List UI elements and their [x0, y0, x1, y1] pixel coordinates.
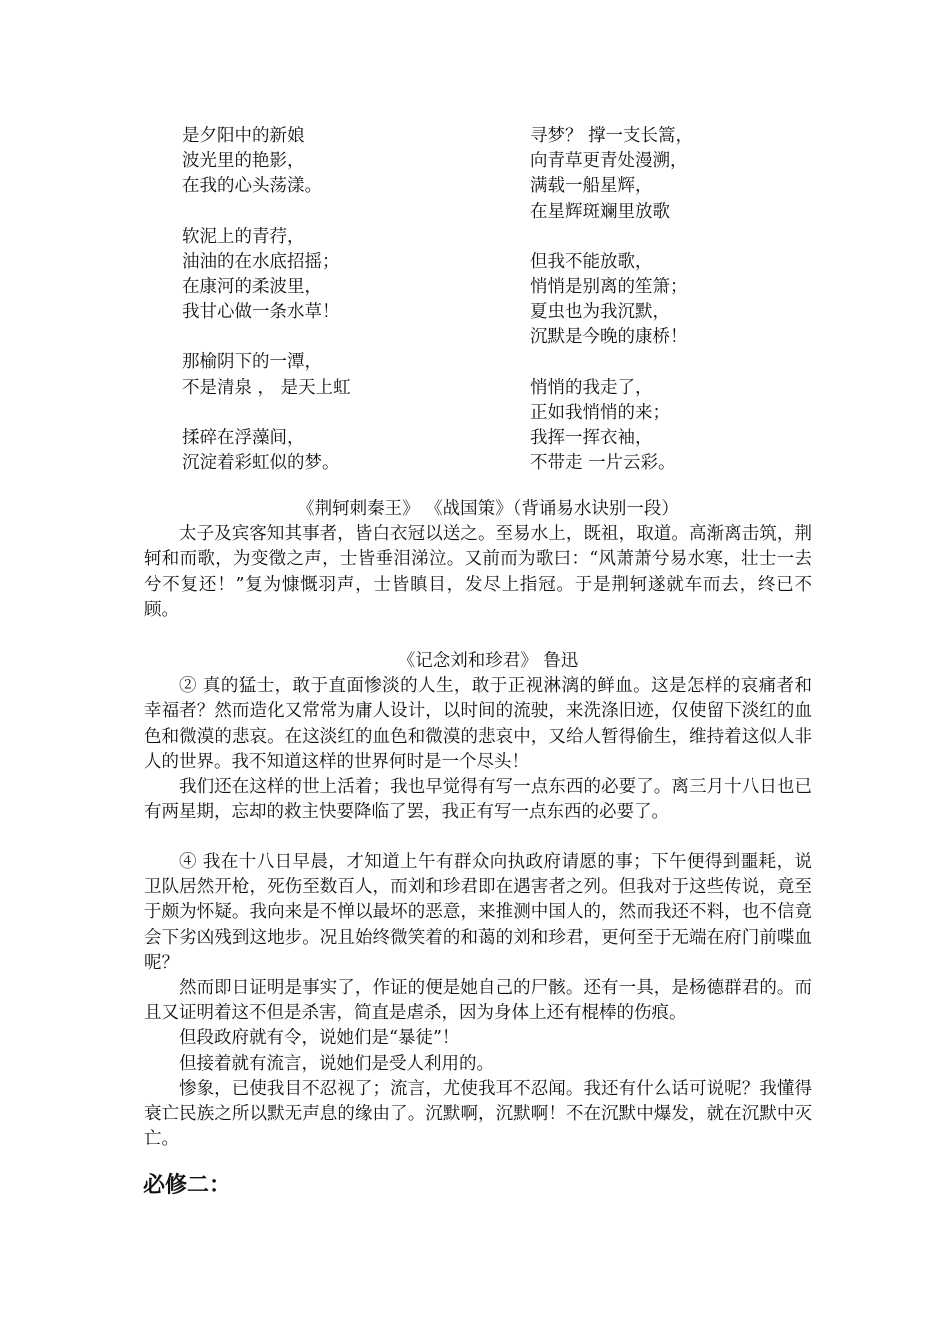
poem-line: 在康河的柔波里，: [182, 277, 322, 298]
paragraph: 我们还在这样的世上活着；我也早觉得有写一点东西的必要了。离三月十八日也已有两星期，忘却的救主快要降临了罢，我正有写一点东西的必要了。: [144, 777, 812, 823]
poem-line: 悄悄是别离的笙箫；: [530, 277, 688, 298]
poem-line: 揉碎在浮藻间，: [182, 427, 305, 448]
poem-line: 但我不能放歌，: [530, 251, 653, 272]
paragraph: 然而即日证明是事实了，作证的便是她自己的尸骸。还有一具，是杨德群君的。而且又证明着这不但是杀害，简直是虐杀，因为身体上还有棍棒的伤痕。: [144, 978, 812, 1024]
poem-stanza: [530, 124, 860, 225]
poem-left-column: [182, 124, 512, 501]
poem-line: 油油的在水底招摇；: [182, 251, 340, 272]
poem-stanza: [182, 124, 512, 200]
poem-line: 夏虫也为我沉默，: [530, 302, 670, 323]
poem-stanza: [182, 225, 512, 326]
paragraph: 但接着就有流言，说她们是受人利用的。: [179, 1053, 494, 1074]
poem-line: 是夕阳中的新娘: [182, 126, 305, 146]
poem-stanza: [530, 376, 860, 477]
paragraph: 太子及宾客知其事者，皆白衣冠以送之。至易水上，既祖，取道。高渐离击筑，荆轲和而歌，为变徵之声，士皆垂泪涕泣。又前而为歌曰：“风萧萧兮易水寒，壮士一去兮不复还！”复为慷慨羽声，士皆瞋目，发尽上指冠。于是荆轲遂就车而去，终已不顾。: [144, 524, 812, 620]
section-heading: 必修二：: [143, 1173, 232, 1198]
poem-line: 我挥一挥衣袖，: [530, 428, 653, 449]
poem-line: 向青草更青处漫溯，: [530, 151, 688, 172]
poem-right-column: [530, 124, 860, 501]
poem-line: 寻梦？ 撑一支长篙，: [530, 126, 694, 146]
poem-line: 那榆阴下的一潭，: [182, 352, 322, 373]
jingke-title: 《荆轲刺秦王》 《战国策》（背诵易水诀别一段）: [297, 499, 679, 519]
poem-line: 软泥上的青荇，: [182, 226, 305, 247]
poem-stanza: [530, 250, 860, 351]
poem-stanza: [182, 426, 512, 476]
liuhezhen-title: 《记念刘和珍君》 鲁迅: [397, 651, 579, 671]
liuhezhen-section-b: [144, 850, 812, 1152]
paragraph: ② 真的猛士，敢于直面惨淡的人生，敢于正视淋漓的鲜血。这是怎样的哀痛者和幸福者？然而造化又常常为庸人设计，以时间的流驶，来洗涤旧迹，仅使留下淡红的血色和微漠的悲哀。在这淡红的血色和微漠的悲哀中，又给人暂得偷生，维持着这似人非人的世界。我不知道这样的世界何时是一个尽头！: [144, 676, 812, 772]
poem-line: 在我的心头荡漾。: [182, 176, 322, 197]
paragraph: ④ 我在十八日早晨，才知道上午有群众向执政府请愿的事；下午便得到噩耗，说卫队居然开枪，死伤至数百人，而刘和珍君即在遇害者之列。但我对于这些传说，竟至于颇为怀疑。我向来是不惮以最坏的恶意，来推测中国人的，然而我还不料，也不信竟会下劣凶残到这地步。况且始终微笑着的和蔼的刘和珍君，更何至于无端在府门前喋血呢？: [144, 852, 812, 973]
poem-line: 悄悄的我走了，: [530, 377, 653, 398]
liuhezhen-section-a: [144, 649, 812, 825]
poem-line: 满载一船星辉，: [530, 176, 653, 197]
poem-line: 正如我悄悄的来；: [530, 402, 670, 423]
paragraph: 惨象，已使我目不忍视了；流言，尤使我耳不忍闻。我还有什么话可说呢？我懂得衰亡民族之所以默无声息的缘由了。沉默啊，沉默啊！不在沉默中爆发，就在沉默中灭亡。: [144, 1078, 812, 1150]
poem-line: 沉默是今晚的康桥！: [530, 327, 688, 348]
poem-line: 不带走 一片云彩。: [530, 453, 676, 474]
poem-stanza: [182, 350, 512, 400]
poem-line: 沉淀着彩虹似的梦。: [182, 453, 340, 474]
poem-line: 不是清泉 ， 是天上虹: [182, 377, 351, 398]
poem-line: 在星辉斑斓里放歌: [530, 201, 670, 222]
paragraph: 但段政府就有令，说她们是“暴徒”！: [179, 1028, 460, 1049]
poem-line: 波光里的艳影，: [182, 151, 305, 172]
poem-line: 我甘心做一条水草！: [182, 302, 340, 323]
jingke-section: [144, 497, 812, 623]
